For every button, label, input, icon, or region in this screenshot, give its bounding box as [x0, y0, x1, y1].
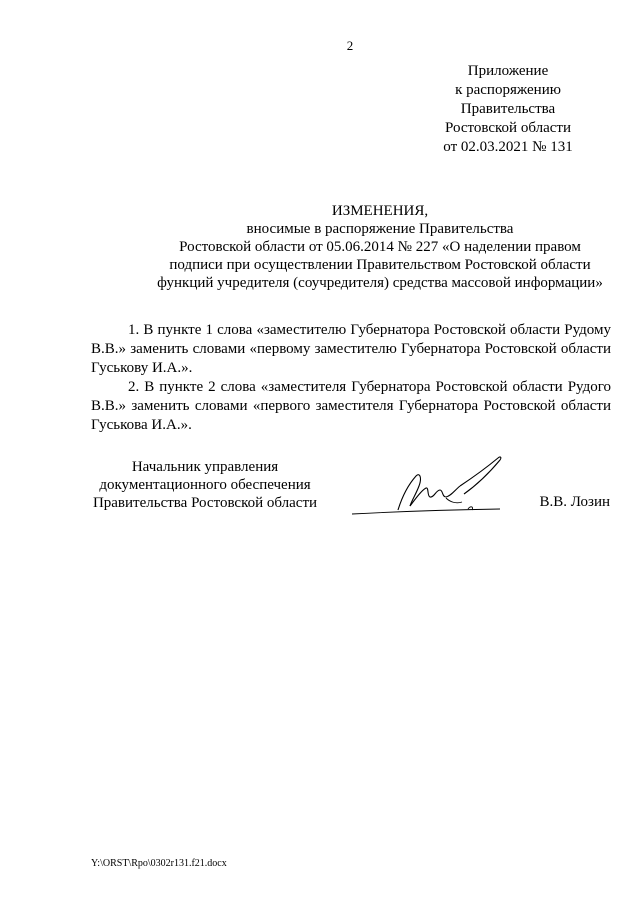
- page-number: 2: [346, 38, 354, 53]
- signatory-title-line-3: Правительства Ростовской области: [92, 495, 318, 511]
- heading-line-4: функций учредителя (соучредителя) средства массовой информации»: [157, 275, 603, 291]
- signatory-title-line-2: документационного обеспечения: [99, 477, 311, 493]
- signatory-title-line-1: Начальник управления: [131, 459, 279, 475]
- handwritten-signature-icon: [350, 452, 520, 522]
- appendix-line-1: Приложение: [467, 63, 549, 79]
- appendix-block: [430, 62, 586, 157]
- appendix-line-3: Правительства: [460, 101, 556, 117]
- footer-file-path: Y:\ORST\Rpo\0302r131.f21.docx: [91, 858, 227, 869]
- change-item-1: 1. В пункте 1 слова «заместителю Губернатора Ростовской области Рудому В.В.» заменить словами «первому заместителю Губернатора Ростовской области Гуськову И.А.».: [91, 322, 611, 376]
- appendix-line-5: от 02.03.2021 № 131: [443, 139, 573, 155]
- document-heading: [90, 202, 640, 292]
- appendix-line-4: Ростовской области: [445, 120, 571, 136]
- heading-line-1: вносимые в распоряжение Правительства: [246, 221, 514, 237]
- heading-line-2: Ростовской области от 05.06.2014 № 227 «О наделении правом: [179, 239, 581, 255]
- heading-line-3: подписи при осуществлении Правительством Ростовской области: [169, 257, 591, 273]
- heading-title: ИЗМЕНЕНИЯ,: [331, 203, 429, 219]
- document-body: [91, 321, 611, 435]
- appendix-line-2: к распоряжению: [455, 82, 561, 98]
- signatory-title: [90, 458, 320, 512]
- change-item-2: 2. В пункте 2 слова «заместителя Губернатора Ростовской области Рудого В.В.» заменить словами «первого заместителя Губернатора Ростовской области Гуськова И.А.».: [91, 379, 611, 433]
- signer-name: В.В. Лозин: [539, 494, 610, 510]
